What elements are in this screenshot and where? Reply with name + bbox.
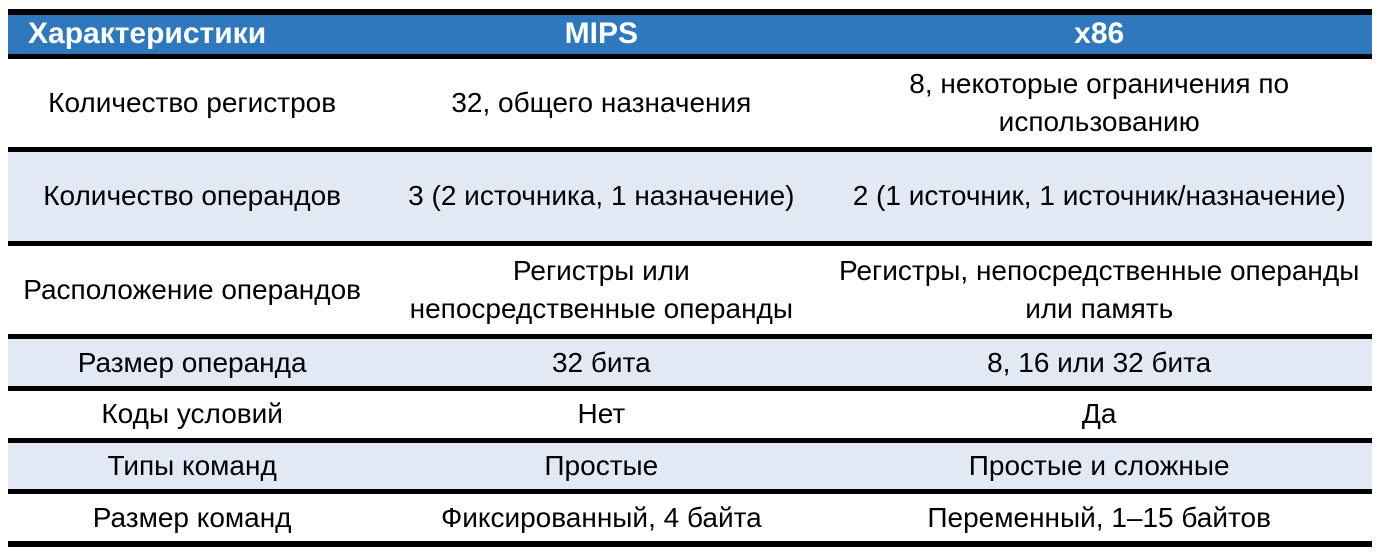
feature-cell: Количество регистров — [48, 86, 337, 118]
feature-cell: Размер команд — [92, 501, 292, 533]
mips-cell: Нет — [577, 398, 626, 430]
feature-cell: Размер операнда — [77, 346, 307, 378]
x86-cell: 8, 16 или 32 бита — [987, 346, 1212, 378]
table-body — [8, 56, 1372, 544]
mips-cell: 32 бита — [551, 346, 651, 378]
feature-cell: Расположение операндов — [23, 274, 362, 306]
mips-x86-comparison-table — [8, 9, 1372, 547]
x86-cell: Простые и сложные — [968, 449, 1230, 481]
feature-cell: Типы команд — [107, 449, 277, 481]
x86-cell: 8, некоторые ограничения по использованию — [909, 67, 1290, 137]
column-header-mips: MIPS — [376, 12, 826, 56]
column-header-x86: x86 — [826, 12, 1372, 56]
table-header — [8, 12, 1372, 56]
table-row-instruction-size — [8, 492, 1372, 544]
mips-cell: Фиксированный, 4 байта — [440, 501, 762, 533]
mips-cell: Простые — [544, 449, 659, 481]
table-row-operand-location — [8, 243, 1372, 337]
table-row-operand-count — [8, 150, 1372, 244]
feature-cell: Количество операндов — [43, 180, 342, 212]
x86-cell: Регистры, непосредственные операнды или память — [839, 255, 1360, 325]
mips-cell: Регистры или непосредственные операнды — [409, 255, 793, 325]
header-row — [8, 12, 1372, 56]
x86-cell: Да — [1081, 398, 1117, 430]
table-row-condition-codes — [8, 389, 1372, 441]
column-header-feature: Характеристики — [8, 12, 376, 56]
mips-cell: 32, общего назначения — [451, 86, 752, 118]
mips-cell: 3 (2 источника, 1 назначение) — [408, 180, 795, 212]
feature-cell: Коды условий — [101, 398, 283, 430]
table-row-register-count — [8, 56, 1372, 150]
comparison-table-container — [8, 9, 1372, 547]
table-row-instruction-types — [8, 440, 1372, 492]
x86-cell: 2 (1 источник, 1 источник/назначение) — [852, 180, 1346, 212]
table-row-operand-size — [8, 337, 1372, 389]
x86-cell: Переменный, 1–15 байтов — [927, 501, 1271, 533]
